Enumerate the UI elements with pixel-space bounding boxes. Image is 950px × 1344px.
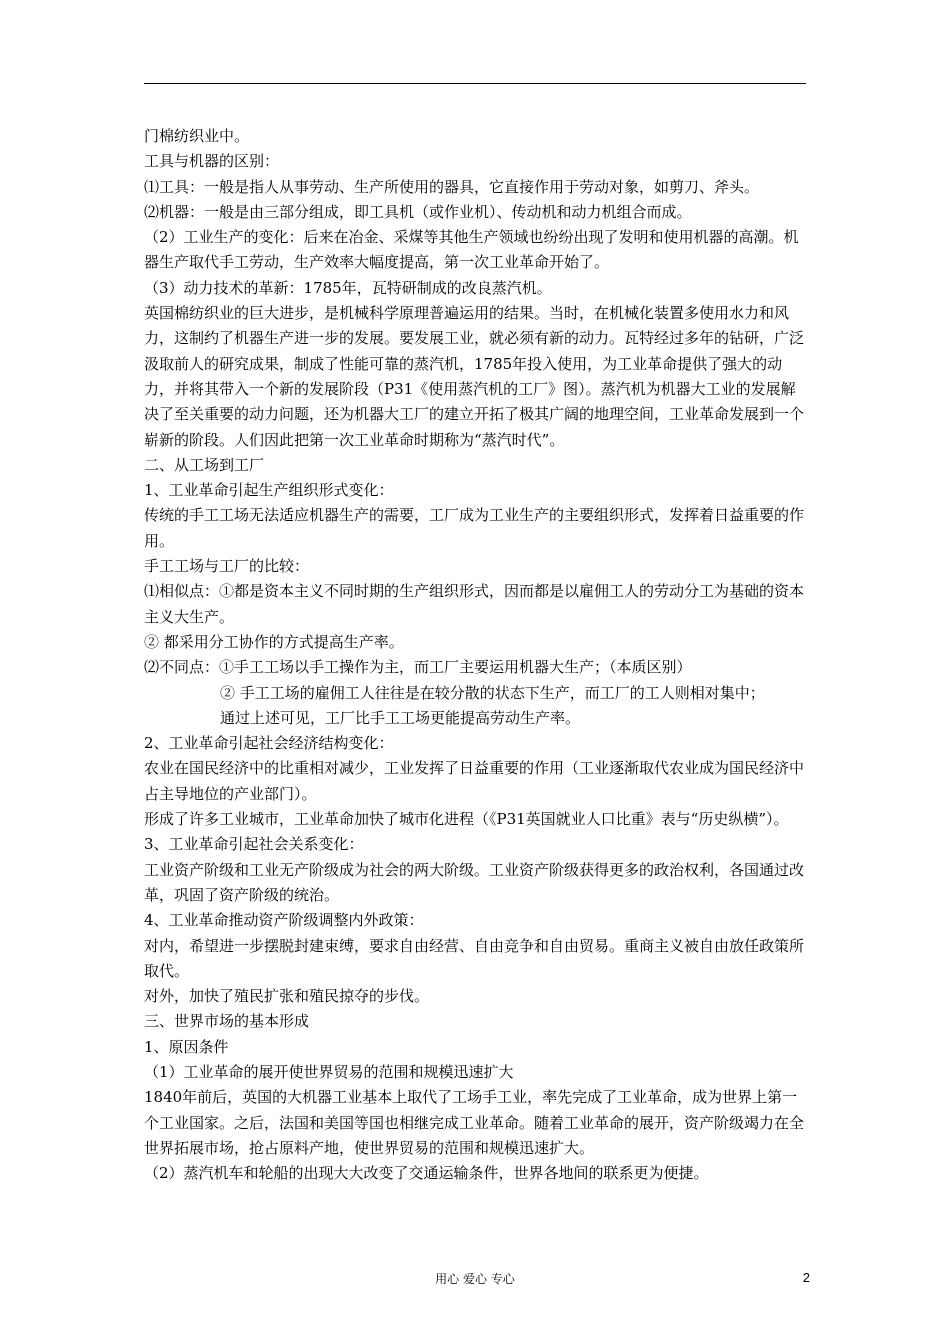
- section-heading: 三、世界市场的基本形成: [144, 1012, 310, 1031]
- paragraph: ② 手工工场的雇佣工人往往是在较分散的状态下生产，而工厂的工人则相对集中；: [220, 683, 765, 702]
- footer-text: 用心 爱心 专心: [435, 1272, 515, 1286]
- paragraph: ⑴相似点：①都是资本主义不同时期的生产组织形式，因而都是以雇佣工人的劳动分工为基础的资本主义大生产。: [144, 582, 805, 626]
- paragraph: 传统的手工工场无法适应机器生产的需要，工厂成为工业生产的主要组织形式，发挥着日益重要的作用。: [144, 506, 805, 550]
- subheading: 1、工业革命引起生产组织形式变化：: [144, 481, 394, 500]
- header-rule: [144, 83, 806, 84]
- paragraph: 1840年前后，英国的大机器工业基本上取代了工场手工业，率先完成了工业革命，成为世界上第一个工业国家。之后，法国和美国等国也相继完成工业革命。随着工业革命的展开，资产阶级竭力在全世界拓展市场，抢占原料产地，使世界贸易的范围和规模迅速扩大。: [144, 1088, 805, 1157]
- subheading: 3、工业革命引起社会关系变化：: [144, 835, 364, 854]
- paragraph: 形成了许多工业城市，工业革命加快了城市化进程（《P31英国就业人口比重》表与“历史纵横”）。: [144, 810, 789, 829]
- paragraph: 手工工场与工厂的比较：: [144, 557, 310, 576]
- paragraph: 对外，加快了殖民扩张和殖民掠夺的步伐。: [144, 987, 430, 1006]
- paragraph: ⑵机器：一般是由三部分组成，即工具机（或作业机）、传动机和动力机组合而成。: [144, 202, 692, 221]
- paragraph: 对内，希望进一步摆脱封建束缚，要求自由经营、自由竞争和自由贸易。重商主义被自由放任政策所取代。: [144, 936, 805, 980]
- subheading: 4、工业革命推动资产阶级调整内外政策：: [144, 911, 424, 930]
- paragraph: ⑴工具：一般是指人从事劳动、生产所使用的器具，它直接作用于劳动对象，如剪刀、斧头。: [144, 177, 760, 196]
- paragraph: 门棉纺织业中。: [144, 127, 250, 145]
- paragraph: 工具与机器的区别：: [144, 152, 280, 171]
- paragraph: （2）蒸汽机车和轮船的出现大大改变了交通运输条件，世界各地间的联系更为便捷。: [144, 1164, 709, 1183]
- paragraph: 英国棉纺织业的巨大进步，是机械科学原理普遍运用的结果。当时，在机械化装置多使用水力和风力，这制约了机器生产进一步的发展。要发展工业，就必须有新的动力。瓦特经过多年的钻研，广泛汲取前人的研究成果，制成了性能可靠的蒸汽机，1785年投入使用，为工业革命提供了强大的动力，并将其带入一个新的发展阶段（P31《使用蒸汽机的工厂》图）。蒸汽机为机器大工业的发展解决了至关重要的动力问题，还为机器大工厂的建立开拓了极其广阔的地理空间，工业革命发展到一个崭新的阶段。人们因此把第一次工业革命时期称为“蒸汽时代”。: [144, 304, 805, 449]
- document-body: [144, 124, 806, 1186]
- section-heading: 二、从工场到工厂: [144, 455, 265, 474]
- paragraph: （1）工业革命的展开使世界贸易的范围和规模迅速扩大: [144, 1062, 514, 1081]
- paragraph: ⑵不同点：①手工工场以手工操作为主，而工厂主要运用机器大生产；（本质区别）: [144, 658, 692, 677]
- paragraph: （2）工业生产的变化：后来在冶金、采煤等其他生产领域也纷纷出现了发明和使用机器的高潮。机器生产取代手工劳动，生产效率大幅度提高，第一次工业革命开始了。: [144, 228, 799, 272]
- paragraph: 工业资产阶级和工业无产阶级成为社会的两大阶级。工业资产阶级获得更多的政治权利，各国通过改革，巩固了资产阶级的统治。: [144, 860, 805, 904]
- subheading: 1、原因条件: [144, 1037, 229, 1056]
- paragraph: （3）动力技术的革新：1785年，瓦特研制成的改良蒸汽机。: [144, 278, 552, 297]
- paragraph: 农业在国民经济中的比重相对减少，工业发挥了日益重要的作用（工业逐渐取代农业成为国民经济中占主导地位的产业部门）。: [144, 759, 805, 803]
- subheading: 2、工业革命引起社会经济结构变化：: [144, 734, 394, 753]
- paragraph: 通过上述可见，工厂比手工工场更能提高劳动生产率。: [220, 708, 581, 727]
- paragraph: ② 都采用分工协作的方式提高生产率。: [144, 632, 404, 651]
- page-number: 2: [802, 1270, 810, 1285]
